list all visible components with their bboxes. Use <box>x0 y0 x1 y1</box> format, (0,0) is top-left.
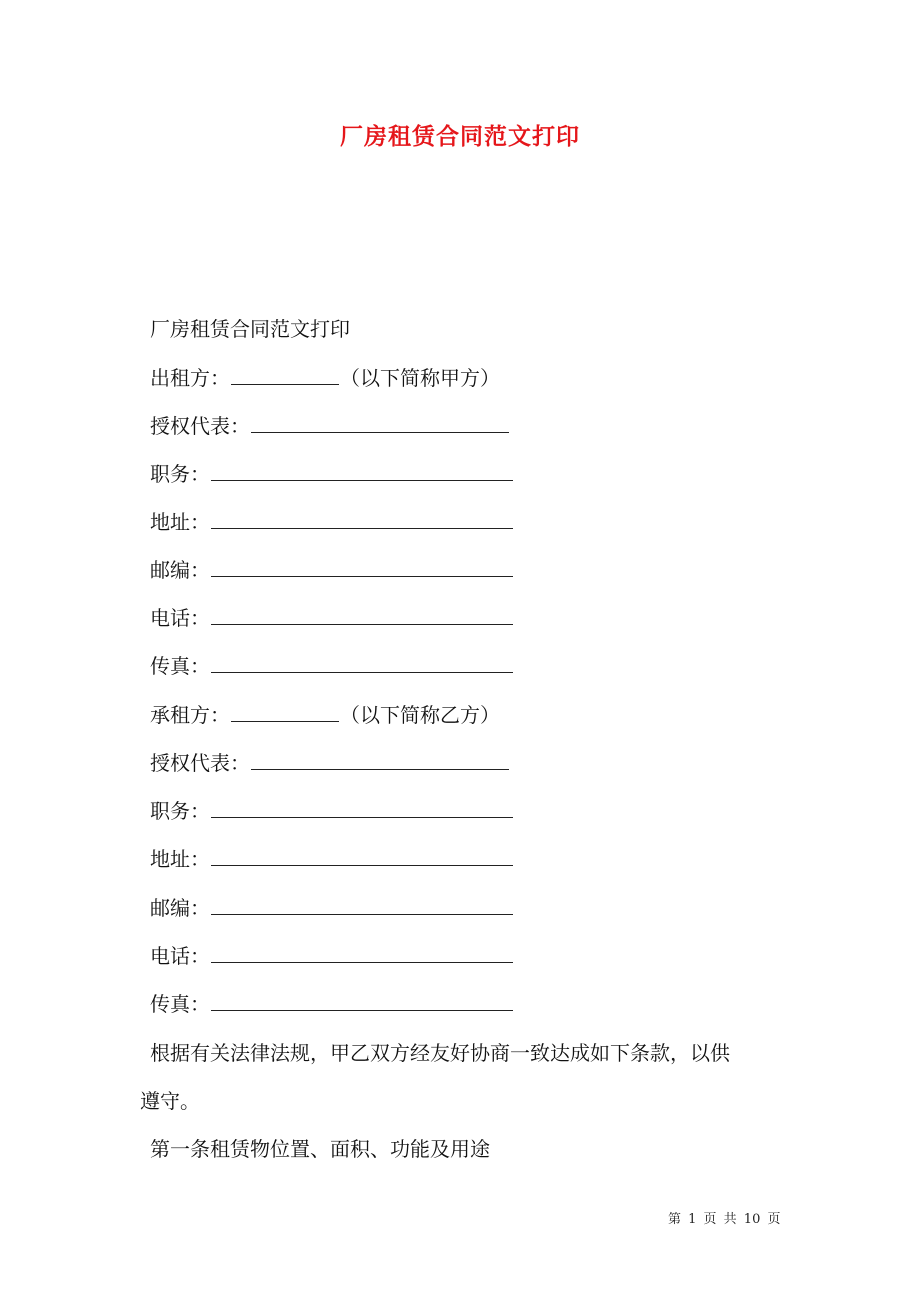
party-b-phone-line <box>150 943 514 969</box>
party-b-postcode-blank <box>211 895 513 915</box>
clause-1-title: 第一条租赁物位置、面积、功能及用途 <box>150 1137 490 1161</box>
party-b-fax-line <box>150 991 514 1017</box>
party-b-position-line <box>150 798 514 824</box>
party-b-address-line <box>150 846 514 872</box>
document-title: 厂房租赁合同范文打印 <box>340 123 580 150</box>
party-b-position-label: 职务： <box>150 799 210 823</box>
party-a-position-line <box>150 461 514 487</box>
party-b-postcode-label: 邮编： <box>150 896 210 920</box>
party-a-fax-line <box>150 653 514 679</box>
lessor-label: 出租方： <box>150 366 230 390</box>
party-b-fax-blank <box>211 991 513 1011</box>
party-b-address-blank <box>211 846 513 866</box>
party-a-address-blank <box>211 509 513 529</box>
lessor-suffix: （以下简称甲方） <box>340 366 500 390</box>
party-a-fax-blank <box>211 653 513 673</box>
party-a-position-blank <box>211 461 513 481</box>
party-b-fax-label: 传真： <box>150 992 210 1016</box>
party-a-phone-line <box>150 605 514 631</box>
party-a-rep-line <box>150 413 510 439</box>
party-a-rep-label: 授权代表： <box>150 414 250 438</box>
party-b-phone-label: 电话： <box>150 944 210 968</box>
party-a-postcode-blank <box>211 557 513 577</box>
party-b-position-blank <box>211 798 513 818</box>
party-a-rep-blank <box>251 413 509 433</box>
party-a-postcode-line <box>150 557 514 583</box>
party-a-position-label: 职务： <box>150 462 210 486</box>
party-b-phone-blank <box>211 943 513 963</box>
lessor-blank <box>231 365 339 385</box>
agreement-line-2: 遵守。 <box>140 1089 200 1113</box>
lessor-line <box>150 365 500 391</box>
party-b-address-label: 地址： <box>150 847 210 871</box>
party-b-rep-blank <box>251 750 509 770</box>
party-a-address-label: 地址： <box>150 510 210 534</box>
party-b-rep-label: 授权代表： <box>150 751 250 775</box>
lessee-line <box>150 702 500 728</box>
party-a-phone-label: 电话： <box>150 606 210 630</box>
party-a-fax-label: 传真： <box>150 654 210 678</box>
party-b-postcode-line <box>150 895 514 921</box>
lessee-blank <box>231 702 339 722</box>
lessee-suffix: （以下简称乙方） <box>340 703 500 727</box>
page-footer: 第 1 页 共 10 页 <box>668 1212 781 1227</box>
party-a-postcode-label: 邮编： <box>150 558 210 582</box>
party-a-phone-blank <box>211 605 513 625</box>
lessee-label: 承租方： <box>150 703 230 727</box>
agreement-line-1: 根据有关法律法规，甲乙双方经友好协商一致达成如下条款，以供 <box>150 1041 730 1065</box>
party-b-rep-line <box>150 750 510 776</box>
party-a-address-line <box>150 509 514 535</box>
document-heading: 厂房租赁合同范文打印 <box>150 317 350 341</box>
